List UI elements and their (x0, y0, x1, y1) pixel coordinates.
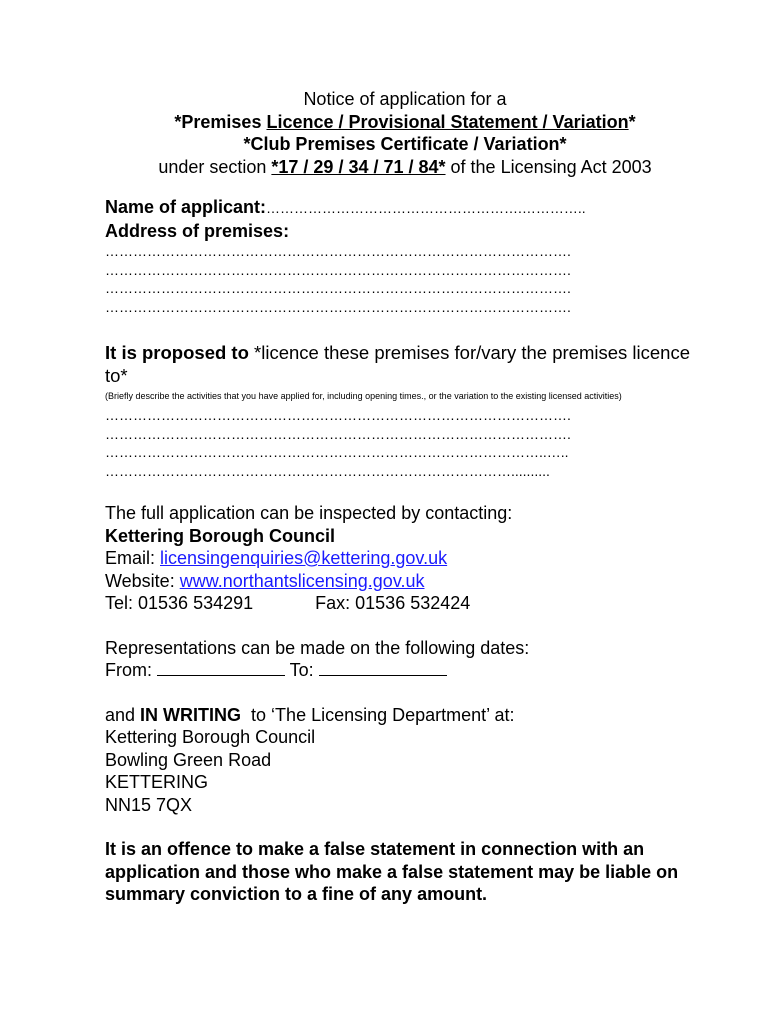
proposal-line: …………………………………………………………………………………..….. (105, 444, 569, 460)
proposal-label: It is proposed to (105, 342, 249, 363)
proposal-body: *licence these premises for/vary the premises licence to* (105, 342, 690, 386)
false-statement-warning: It is an offence to make a false statement in connection with an application and those who make a false statement may be liable on summary conviction to a fine of any amount. (105, 839, 679, 904)
header-line-1: Notice of application for a (303, 89, 507, 109)
address-line-road: Bowling Green Road (105, 749, 272, 770)
applicant-name-dots: ……………………………………………….………….. (266, 200, 586, 216)
email-link[interactable]: licensingenquiries@kettering.gov.uk (160, 548, 448, 568)
email-label: Email: (105, 548, 161, 568)
address-line: ………………………………………………………………………………………. (105, 298, 571, 315)
header-line-2 (105, 111, 705, 134)
address-label: Address of premises: (105, 220, 290, 241)
header-sections: *17 / 29 / 34 / 71 / 84* (271, 156, 446, 177)
address-line-town: KETTERING (105, 772, 209, 792)
address-line: ………………………………………………………………………………………. (105, 261, 571, 278)
writing-prefix: and (105, 704, 141, 725)
header-line-4-prefix: under section (158, 156, 272, 177)
to-date-blank[interactable] (319, 660, 447, 676)
tel-number: Tel: 01536 534291 (105, 593, 254, 613)
phone-row (105, 592, 705, 615)
address-line: ………………………………………………………………………………………. (105, 243, 571, 259)
email-row (105, 547, 705, 570)
header-line-2-prefix: *Premises (174, 111, 267, 132)
address-line-council: Kettering Borough Council (105, 727, 316, 747)
proposal-text (105, 342, 705, 387)
representations-intro: Representations can be made on the following dates: (105, 637, 530, 658)
from-date-blank[interactable] (157, 660, 285, 676)
representations-section (105, 637, 705, 682)
from-label: From: (105, 660, 157, 680)
proposal-section (105, 342, 705, 480)
applicant-section (105, 196, 705, 316)
contact-section (105, 502, 705, 615)
proposal-note: (Briefly describe the activities that you have applied for, including opening times., or the variation to the existing licensed activities) (105, 391, 622, 401)
notice-header (105, 88, 705, 178)
header-line-3: *Club Premises Certificate / Variation* (243, 134, 567, 154)
writing-suffix: to ‘The Licensing Department’ at: (241, 704, 515, 725)
address-line-postcode: NN15 7QX (105, 794, 193, 815)
website-link[interactable]: www.northantslicensing.gov.uk (179, 570, 425, 591)
contact-intro: The full application can be inspected by contacting: (105, 503, 513, 523)
applicant-name-row (105, 196, 705, 220)
address-line: ………………………………………………………………………………………. (105, 280, 571, 296)
to-label: To: (285, 660, 319, 680)
header-line-4 (105, 156, 705, 179)
website-row (105, 570, 705, 593)
proposal-line: ………………………………………………………………………………………. (105, 425, 571, 442)
proposal-line: …………………………………………………………………………….......... (105, 462, 550, 479)
header-line-2-suffix: * (628, 111, 636, 132)
website-label: Website: (105, 570, 180, 591)
writing-intro (105, 704, 705, 727)
writing-emphasis: IN WRITING (140, 704, 242, 725)
header-line-2-underlined: Licence / Provisional Statement / Variation (266, 111, 629, 132)
proposal-line: ………………………………………………………………………………………. (105, 407, 571, 423)
warning-section (105, 838, 705, 906)
fax-number: Fax: 01536 532424 (315, 593, 471, 613)
notice-document (105, 88, 705, 906)
writing-section (105, 704, 705, 817)
applicant-name-label: Name of applicant: (105, 197, 267, 217)
dates-row (105, 659, 705, 682)
council-name: Kettering Borough Council (105, 525, 335, 546)
header-line-4-suffix: of the Licensing Act 2003 (445, 156, 652, 177)
